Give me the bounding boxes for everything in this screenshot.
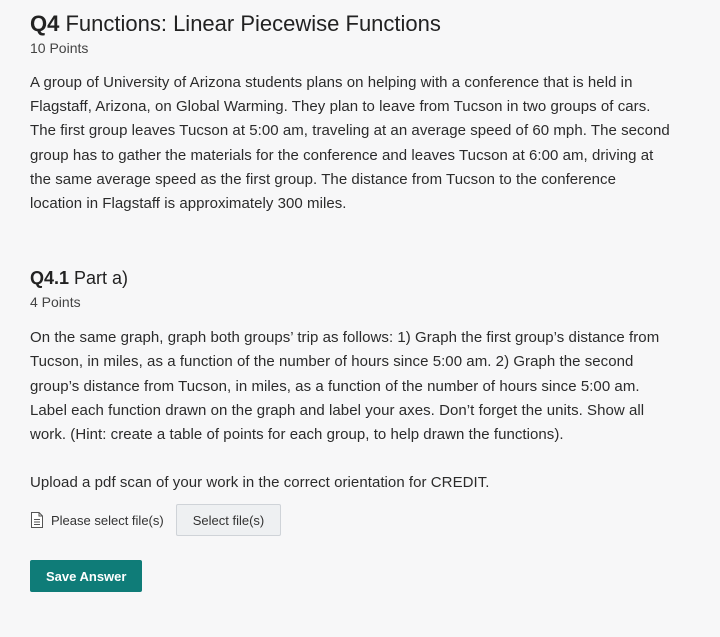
subquestion-points: 4 Points [30,294,81,311]
file-icon [30,512,44,528]
intro-line: Flagstaff, Arizona, on Global Warming. They plan to leave from Tucson in two groups of cars. [30,98,651,116]
subquestion-title [30,266,690,290]
intro-line: A group of University of Arizona students plans on helping with a conference that is held in [30,74,633,91]
question-intro [30,71,695,216]
subquestion-line: group’s distance from Tucson, in miles, as a function of the number of hours since 5:00 am. [30,377,640,395]
intro-line: the same average speed as the first group. The distance from Tucson to the conference [30,170,616,188]
intro-line: The first group leaves Tucson at 5:00 am, traveling at an average speed of 60 mph. The second [30,122,670,140]
subquestion-line: Label each function drawn on the graph and label your axes. Don’t forget the units. Show all [30,401,645,419]
question-title [30,10,690,38]
subquestion-line: work. (Hint: create a table of points for each group, to help drawn the functions). [30,426,564,444]
subquestion-line: On the same graph, graph both groups’ trip as follows: 1) Graph the first group’s distance from [30,329,660,347]
intro-line: group has to gather the materials for the conference and leaves Tucson at 6:00 am, driving at [30,146,654,164]
subquestion-number: Q4.1 [30,268,70,289]
question-number: Q4 [30,11,60,36]
subquestion-line: Tucson, in miles, as a function of the number of hours since 5:00 am. 2) Graph the second [30,353,634,371]
upload-instruction: Upload a pdf scan of your work in the correct orientation for CREDIT. [30,474,490,492]
question-title-text: Functions: Linear Piecewise Functions [59,11,441,36]
question-points: 10 Points [30,40,89,56]
select-files-button[interactable]: Select file(s) [176,504,282,536]
subquestion-title-text: Part a) [69,268,129,289]
intro-line: location in Flagstaff is approximately 300 miles. [30,195,347,213]
file-status-label: Please select file(s) [51,512,164,528]
subquestion-text [30,326,695,447]
file-upload-row [30,504,690,536]
save-answer-button[interactable]: Save Answer [30,560,142,592]
